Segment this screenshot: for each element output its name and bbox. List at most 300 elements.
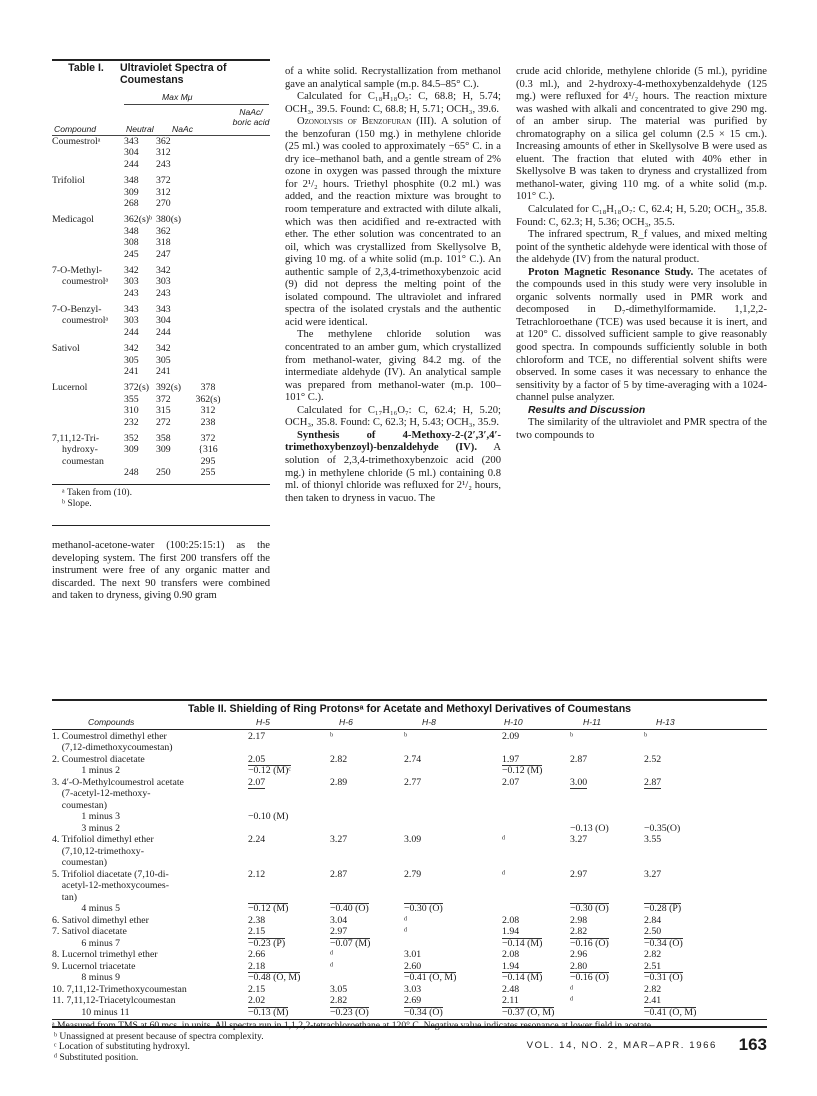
- page-footer: [52, 1026, 767, 1066]
- table-row: [52, 892, 767, 904]
- ozonolysis-heading: Ozonolysis of Benzofuran (III).: [297, 116, 437, 128]
- boric-values: [188, 265, 228, 299]
- uv-value: 268: [124, 197, 139, 209]
- uv-value: [188, 147, 228, 158]
- shift-cell: ᵈ: [404, 914, 408, 926]
- uv-value: 270: [156, 197, 171, 209]
- journal-info: VOL. 14, NO. 2, MAR–APR. 1966: [526, 1040, 717, 1051]
- shift-cell: 2.87: [330, 868, 348, 880]
- shift-cell: 2.52: [644, 753, 662, 765]
- t2-col-h6: H-6: [339, 716, 353, 727]
- uv-value: 342: [124, 264, 139, 276]
- naac-values: [156, 175, 188, 209]
- uv-value: 244: [124, 158, 139, 170]
- compound-name-line: 7-O-Methyl-: [52, 264, 103, 276]
- table-row: [52, 938, 767, 950]
- table-row: [52, 788, 767, 800]
- compound-cell: coumestan): [52, 857, 107, 868]
- uv-value: [188, 136, 228, 147]
- compound-name-line: Trifoliol: [52, 175, 85, 187]
- compound-cell: 3 minus 2: [52, 822, 121, 834]
- uv-value: 309: [156, 444, 171, 456]
- col2-para-5: Calculated for C₁₇H₁₆O₇: C, 62.4; H, 5.20; OCH₃, 35.8. Found: C, 62.3; H, 5.43; OCH₃, 35.9.: [285, 404, 501, 429]
- compound-name-line: coumestrolᵃ: [62, 315, 109, 327]
- table-1-group: [52, 304, 270, 338]
- col2-para-2: Calculated for C₁₈H₁₈O₅: C, 68.8; H, 5.74; OCH₃, 39.5. Found: C, 68.8; H, 5.71; OCH₃, 39.6.: [285, 91, 501, 115]
- table-row: [52, 880, 767, 892]
- shift-cell: −0.10 (M): [248, 811, 289, 822]
- uv-value: 318: [156, 237, 171, 249]
- naac-values: [156, 214, 188, 260]
- col-header-compound: Compound: [54, 124, 97, 134]
- shift-cell: 3.55: [644, 834, 662, 845]
- table-row: [52, 834, 767, 846]
- compound-cell: 7. Sativol diacetate: [52, 926, 127, 937]
- shift-cell: ᵈ: [502, 868, 506, 880]
- shift-cell: ᵈ: [330, 960, 334, 972]
- table-1-group: [52, 175, 270, 209]
- table-row: [52, 731, 767, 743]
- shift-cell: 2.12: [248, 868, 266, 880]
- uv-value: 308: [124, 237, 139, 249]
- shift-cell: −0.35(O): [644, 822, 681, 834]
- uv-value: 304: [124, 147, 139, 159]
- results-heading: Results and Discussion: [528, 404, 646, 416]
- uv-value: [188, 366, 228, 377]
- shift-cell: 3.27: [330, 834, 348, 845]
- compound-name: [52, 433, 124, 479]
- table-1-group: [52, 214, 270, 260]
- uv-value: 362(s): [195, 393, 221, 405]
- table-1-caption: [52, 62, 270, 86]
- table-1-label: Table I.: [68, 62, 104, 74]
- uv-value: 244: [124, 326, 139, 338]
- shift-cell: −0.23 (P): [248, 937, 286, 949]
- page-number: 163: [738, 1035, 767, 1054]
- col3-para-2: Calculated for C₁₈H₁₈O₇: C, 62.4; H, 5.20; OCH₃, 35.8. Found: C, 62.3; H, 5.36; OCH₃, 35.5.: [516, 204, 767, 228]
- uv-value: [188, 276, 228, 287]
- uv-value: 305: [156, 354, 171, 366]
- table-1-group: [52, 433, 270, 479]
- uv-value: [188, 249, 228, 260]
- t2-col-h5: H-5: [256, 716, 270, 727]
- shift-cell: 2.24: [248, 834, 266, 845]
- compound-cell: (7-acetyl-12-methoxy-: [52, 788, 151, 799]
- uv-value: 348: [124, 175, 139, 187]
- neutral-values: [124, 304, 156, 338]
- shift-cell: 2.77: [404, 776, 422, 788]
- compound-cell: 4. Trifoliol dimethyl ether: [52, 834, 154, 845]
- neutral-values: [124, 265, 156, 299]
- shift-cell: 3.27: [644, 868, 662, 880]
- neutral-values: [124, 136, 156, 170]
- shift-cell: −0.13 (M): [248, 1006, 289, 1018]
- shift-cell: −0.37 (O, M): [502, 1006, 555, 1018]
- shift-cell: ᵈ: [570, 983, 574, 995]
- shift-cell: 2.80: [570, 960, 588, 972]
- compound-name-line: 7-O-Benzyl-: [52, 304, 102, 316]
- shift-cell: 2.15: [248, 983, 266, 995]
- shift-cell: −0.12 (M): [248, 903, 289, 914]
- table-row: [52, 869, 767, 881]
- uv-value: [188, 226, 228, 237]
- uv-value: 362(s)ᵇ: [124, 214, 153, 226]
- naac-values: [156, 136, 188, 170]
- compound-name: [52, 214, 124, 260]
- shift-cell: 2.41: [644, 995, 662, 1006]
- uv-value: [188, 214, 228, 225]
- uv-value: [188, 304, 228, 315]
- uv-value: 243: [156, 287, 171, 299]
- shift-cell: 3.05: [330, 983, 348, 995]
- compound-name: [52, 136, 124, 170]
- compound-cell: 10 minus 11: [52, 1006, 130, 1018]
- table-row: [52, 857, 767, 869]
- shift-cell: 2.66: [248, 949, 266, 960]
- boric-values: [188, 175, 228, 209]
- shift-cell: 2.96: [570, 949, 588, 960]
- shift-cell: −0.41 (O, M): [404, 972, 457, 983]
- uv-value: [188, 265, 228, 276]
- pmr-text: The acetates of the compounds used in this study were very insoluble in organic solvents normally used in PMR work and decomposed in D₇-dimethylformamide. 1,1,2,2-Tetrachloroethane (TCE) was used because it is inert, and at 120° C. dissolved sufficient sample to give reasonably good spectra. In compounds sufficiently soluble in both chloroform and TCE, no differential solvent shifts were observed. In some cases it was necessary to enhance the sensitivity by a factor of 5 by time-averaging with a 1024-channel pulse analyzer.: [516, 266, 767, 404]
- uv-value: 362: [156, 136, 171, 147]
- table-row: [52, 995, 767, 1007]
- uv-value: 309: [124, 186, 139, 198]
- shift-cell: 2.05: [248, 753, 266, 765]
- uv-value: 245: [124, 248, 139, 260]
- shift-cell: 1.97: [502, 753, 520, 765]
- uv-value: 247: [156, 248, 171, 260]
- shift-cell: −0.30 (O): [570, 903, 609, 914]
- shift-cell: −0.16 (O): [570, 937, 609, 949]
- table-1-title: Ultraviolet Spectra of Coumestans: [120, 62, 227, 86]
- shift-cell: 2.98: [570, 914, 588, 926]
- uv-value: 295: [200, 455, 216, 467]
- shift-cell: −0.13 (O): [570, 822, 609, 834]
- t2-col-h10: H-10: [504, 716, 523, 727]
- shift-cell: 2.97: [330, 926, 348, 937]
- table-1: [52, 62, 270, 526]
- table-1-body: [52, 136, 270, 479]
- synthesis-text: A solution of 2,3,4-trimethoxybenzoic acid (200 mg.) in methylene chloride (5 ml.) containing 0.8 ml. of thionyl chloride was refluxed for 2¹/₂ hours, then taken to dryness in vacuo. The: [285, 442, 501, 504]
- table-row: [52, 846, 767, 858]
- uv-value: 352: [124, 432, 139, 444]
- uv-value: 241: [156, 366, 171, 378]
- uv-value: 343: [124, 304, 139, 316]
- compound-cell: 1 minus 3: [52, 811, 121, 822]
- t2-footnote-b: ᵇ Unassigned at present because of spectra complexity.: [54, 1030, 264, 1042]
- table-1-group: [52, 382, 270, 428]
- uv-value: 343: [156, 304, 171, 316]
- shift-cell: 2.82: [570, 926, 588, 937]
- shift-cell: ᵈ: [570, 995, 574, 1006]
- shift-cell: ᵇ: [404, 730, 408, 742]
- uv-value: 303: [156, 276, 171, 288]
- uv-value: 241: [124, 366, 139, 378]
- uv-value: 310: [124, 405, 139, 417]
- uv-value: 250: [156, 467, 171, 479]
- uv-value: [188, 237, 228, 248]
- shift-cell: 2.79: [404, 868, 422, 880]
- shift-cell: 2.48: [502, 983, 520, 995]
- neutral-values: [124, 433, 156, 479]
- uv-value: 272: [156, 416, 171, 428]
- uv-value: 312: [156, 147, 171, 159]
- compound-name-line: Lucernol: [52, 382, 88, 394]
- ozonolysis-text: A solution of the benzofuran (150 mg.) in methylene chloride (25 ml.) was cooled to approximately −65° C. in a dry ice–methanol bath, and a gentle stream of 2% ozone in oxygen was passed through the mixture for 2¹/₂ hours. Triethyl phosphite (0.2 ml.) was added, and the reaction mixture was brought to room temperature and extracted with dilute alkali, which was then acidified and re-extracted with ether. The ether solution was concentrated to an oil, which was crystallized from Skellysolve B, giving 10 mg. of a white solid (m.p. 101° C.). An authentic sample of 2,3,4-trimethoxybenzoic acid (9) did not depress the melting point of the isolated compound. The ultraviolet and infrared spectra of the isolated crystals and the authentic acid were identical.: [285, 116, 501, 328]
- compound-cell: tan): [52, 891, 78, 903]
- uv-value: 305: [124, 354, 139, 366]
- table-row: [52, 972, 767, 984]
- column-2-text: [285, 66, 501, 505]
- neutral-values: [124, 382, 156, 428]
- table-row: [52, 742, 767, 754]
- uv-value: [188, 187, 228, 198]
- col-header-naac: NaAc: [172, 124, 194, 134]
- shift-cell: 2.51: [644, 960, 662, 972]
- shift-cell: 2.97: [570, 868, 588, 880]
- shift-cell: −0.34 (O): [404, 1006, 443, 1018]
- col2-para-4: The methylene chloride solution was concentrated to an amber gum, which crystallized from methanol-water, giving 84.2 mg. of the intermediate aldehyde (IV). An analytical sample was prepared from methanol-water (m.p. 100–101° C.).: [285, 329, 501, 404]
- naac-values: [156, 343, 188, 377]
- table-1-group: [52, 343, 270, 377]
- uv-value: 303: [124, 276, 139, 288]
- compound-cell: coumestan): [52, 799, 107, 811]
- uv-value: [124, 456, 156, 467]
- uv-value: {316: [198, 444, 218, 456]
- uv-value: [188, 159, 228, 170]
- compound-name: [52, 382, 124, 428]
- shift-cell: 2.82: [644, 983, 662, 995]
- uv-value: 372: [200, 432, 216, 444]
- uv-value: 362: [156, 225, 171, 237]
- uv-value: 343: [124, 136, 139, 147]
- shift-cell: 2.15: [248, 926, 266, 937]
- uv-value: 312: [156, 186, 171, 198]
- uv-value: 315: [156, 405, 171, 417]
- shift-cell: 2.18: [248, 960, 266, 972]
- shift-cell: 3.04: [330, 914, 348, 926]
- compound-cell: 6. Sativol dimethyl ether: [52, 914, 149, 926]
- col2-para-1: of a white solid. Recrystallization from methanol gave an analytical sample (m.p. 84.5–85° C.).: [285, 66, 501, 90]
- shift-cell: ᵇ: [330, 730, 334, 742]
- max-label: Max Mμ: [162, 92, 193, 102]
- shift-cell: 3.09: [404, 834, 422, 845]
- shift-cell: −0.48 (O, M): [248, 972, 301, 983]
- shift-cell: ᵈ: [502, 834, 506, 845]
- shift-cell: −0.07 (M): [330, 937, 371, 949]
- table-row: [52, 984, 767, 996]
- compound-cell: (7,12-dimethoxycoumestan): [52, 742, 173, 753]
- column-1-text: [52, 540, 270, 603]
- shift-cell: 2.74: [404, 753, 422, 765]
- compound-name: [52, 343, 124, 377]
- table-row: [52, 765, 767, 777]
- shift-cell: −0.14 (M): [502, 972, 543, 983]
- shift-cell: 2.09: [502, 730, 520, 742]
- naac-values: [156, 382, 188, 428]
- uv-value: 304: [156, 315, 171, 327]
- uv-value: [188, 288, 228, 299]
- uv-value: 342: [124, 343, 139, 355]
- shift-cell: 2.17: [248, 730, 266, 742]
- compound-name: [52, 265, 124, 299]
- t2-col-h13: H-13: [656, 716, 675, 727]
- compound-cell: (7,10,12-trimethoxy-: [52, 845, 144, 857]
- compound-name-line: Sativol: [52, 343, 80, 355]
- uv-value: 372: [156, 393, 171, 405]
- uv-value: 243: [156, 158, 171, 170]
- compound-name-line: hydroxy-: [62, 444, 98, 456]
- compound-name: [52, 175, 124, 209]
- uv-value: 244: [156, 326, 171, 338]
- table-row: [52, 823, 767, 835]
- naac-values: [156, 304, 188, 338]
- compound-name-line: 7,11,12-Tri-: [52, 432, 100, 444]
- shift-cell: 2.08: [502, 914, 520, 926]
- table-row: [52, 926, 767, 938]
- uv-value: 372: [156, 175, 171, 187]
- table-row: [52, 903, 767, 915]
- boric-values: [188, 136, 228, 170]
- uv-value: [188, 327, 228, 338]
- compound-name-line: coumestrolᵃ: [62, 276, 109, 288]
- shift-cell: ᵈ: [330, 949, 334, 960]
- boric-values: [188, 343, 228, 377]
- table-row: [52, 1007, 767, 1019]
- table-row: [52, 754, 767, 766]
- shift-cell: 2.87: [644, 776, 662, 788]
- uv-value: 255: [200, 467, 216, 479]
- table-2-header: [52, 715, 767, 729]
- table-row: [52, 961, 767, 973]
- shift-cell: 1.94: [502, 926, 520, 937]
- uv-value: 378: [200, 382, 216, 394]
- uv-value: 342: [156, 264, 171, 276]
- compound-cell: 11. 7,11,12-Triacetylcoumestan: [52, 995, 176, 1006]
- uv-value: 248: [124, 467, 139, 479]
- shift-cell: 2.07: [248, 776, 266, 788]
- shift-cell: ᵇ: [570, 730, 574, 742]
- compound-cell: 6 minus 7: [52, 937, 121, 949]
- col1-paragraph: methanol-acetone-water (100:25:15:1) as the developing system. The first 200 transfers off the instrument were free of any organic matter and discarded. The next 90 transfers were combined and taken to dryness, giving 0.90 gram: [52, 540, 270, 602]
- uv-value: [188, 343, 228, 354]
- table-1-group: [52, 136, 270, 170]
- compound-cell: 5. Trifoliol diacetate (7,10-di-: [52, 868, 169, 880]
- shift-cell: −0.12 (M): [502, 765, 543, 776]
- table-row: [52, 949, 767, 961]
- col-header-boric: NaAc/ boric acid: [232, 107, 270, 127]
- shift-cell: 2.69: [404, 995, 422, 1006]
- compound-cell: acetyl-12-methoxycoumes-: [52, 880, 169, 891]
- shift-cell: 3.27: [570, 834, 588, 845]
- uv-value: [188, 198, 228, 209]
- t2-footnote-d: ᵈ Substituted position.: [54, 1051, 139, 1063]
- compound-cell: 1. Coumestrol dimethyl ether: [52, 730, 167, 742]
- col-header-neutral: Neutral: [126, 124, 154, 134]
- table-2-title: Table II. Shielding of Ring Protonsᵃ for Acetate and Methoxyl Derivatives of Coumestans: [187, 702, 632, 715]
- shift-cell: 3.01: [404, 949, 422, 960]
- table-1-note-b: ᵇ Slope.: [62, 497, 92, 509]
- shift-cell: 2.07: [502, 776, 520, 788]
- synthesis-heading: Synthesis of 4-Methoxy-2-(2′,3′,4′-trimethoxybenzoyl)-benzaldehyde (IV).: [285, 429, 501, 454]
- shift-cell: 2.84: [644, 914, 662, 926]
- shift-cell: 2.82: [330, 995, 348, 1006]
- boric-values: [188, 304, 228, 338]
- table-1-note-a: ᵃ Taken from (10).: [62, 486, 132, 498]
- table-1-group: [52, 265, 270, 299]
- uv-value: [188, 355, 228, 366]
- shift-cell: 1.94: [502, 960, 520, 972]
- table-row: [52, 811, 767, 823]
- compound-cell: 4 minus 5: [52, 903, 121, 914]
- uv-value: 238: [200, 416, 216, 428]
- shift-cell: −0.31 (O): [644, 972, 683, 983]
- shift-cell: −0.28 (P): [644, 903, 682, 914]
- table-2: [52, 699, 767, 1063]
- t2-col-h8: H-8: [422, 716, 436, 727]
- shift-cell: 2.82: [644, 949, 662, 960]
- shift-cell: 3.03: [404, 983, 422, 995]
- uv-value: 380(s): [156, 214, 182, 226]
- shift-cell: −0.14 (M): [502, 937, 543, 949]
- shift-cell: −0.12 (M)ᶜ: [248, 765, 291, 776]
- pmr-heading: Proton Magnetic Resonance Study.: [528, 266, 694, 278]
- boric-values: [188, 214, 228, 260]
- uv-value: 309: [124, 444, 139, 456]
- shift-cell: −0.30 (O): [404, 903, 443, 914]
- t2-col-compounds: Compounds: [88, 716, 135, 727]
- compound-cell: 1 minus 2: [52, 765, 121, 776]
- neutral-values: [124, 343, 156, 377]
- compound-cell: 8 minus 9: [52, 972, 121, 983]
- shift-cell: 2.11: [502, 995, 519, 1006]
- shift-cell: 2.89: [330, 776, 348, 788]
- neutral-values: [124, 214, 156, 260]
- uv-value: [188, 315, 228, 326]
- table-1-notes: [52, 487, 270, 509]
- shift-cell: 2.02: [248, 995, 266, 1006]
- boric-values: [188, 382, 228, 428]
- uv-value: 342: [156, 343, 171, 355]
- uv-value: 392(s): [156, 382, 182, 394]
- col3-para-1: crude acid chloride, methylene chloride (5 ml.), pyridine (0.3 ml.), and 2-hydroxy-4-methoxybenzaldehyde (125 mg.) were refluxed for 4¹/₂ hours. The reaction mixture was washed with alkali and concentrated to give 290 mg. of an amber sirup. The material was purified by chromatography on a silica gel column (2.5 × 15 cm.). Increasing amounts of ether in Skellysolve B were used as eluent. The fraction that eluted with 40% ether in Skellysolve B was taken to dryness and crystallized from methanol-water, giving 110 mg. of a white solid (m.p. 101° C.).: [516, 66, 767, 203]
- column-3-text: [516, 66, 767, 442]
- table-1-header: [52, 86, 270, 136]
- uv-value: 348: [124, 225, 139, 237]
- shift-cell: −0.41 (O, M): [644, 1006, 697, 1018]
- uv-value: [188, 175, 228, 186]
- compound-cell: 9. Lucernol triacetate: [52, 960, 136, 972]
- compound-name-line: coumestan: [62, 455, 104, 467]
- neutral-values: [124, 175, 156, 209]
- shift-cell: 2.82: [330, 753, 348, 765]
- shift-cell: −0.23 (O): [330, 1006, 369, 1018]
- shift-cell: 2.38: [248, 914, 266, 926]
- shift-cell: 2.87: [570, 753, 588, 765]
- results-text: The similarity of the ultraviolet and PMR spectra of the two compounds to: [516, 417, 767, 441]
- table-row: [52, 777, 767, 789]
- table-row: [52, 915, 767, 927]
- compound-name-line: Coumestrolᵃ: [52, 136, 101, 147]
- uv-value: 358: [156, 432, 171, 444]
- compound-cell: 10. 7,11,12-Trimethoxycoumestan: [52, 983, 187, 995]
- compound-cell: 3. 4′-O-Methylcoumestrol acetate: [52, 776, 184, 788]
- compound-cell: 8. Lucernol trimethyl ether: [52, 949, 158, 960]
- col3-para-3: The infrared spectrum, R_f values, and mixed melting point of the synthetic aldehyde were identical with those of the aldehyde (IV) from the natural product.: [516, 229, 767, 266]
- shift-cell: ᵇ: [644, 730, 648, 742]
- compound-name-line: Medicagol: [52, 214, 94, 226]
